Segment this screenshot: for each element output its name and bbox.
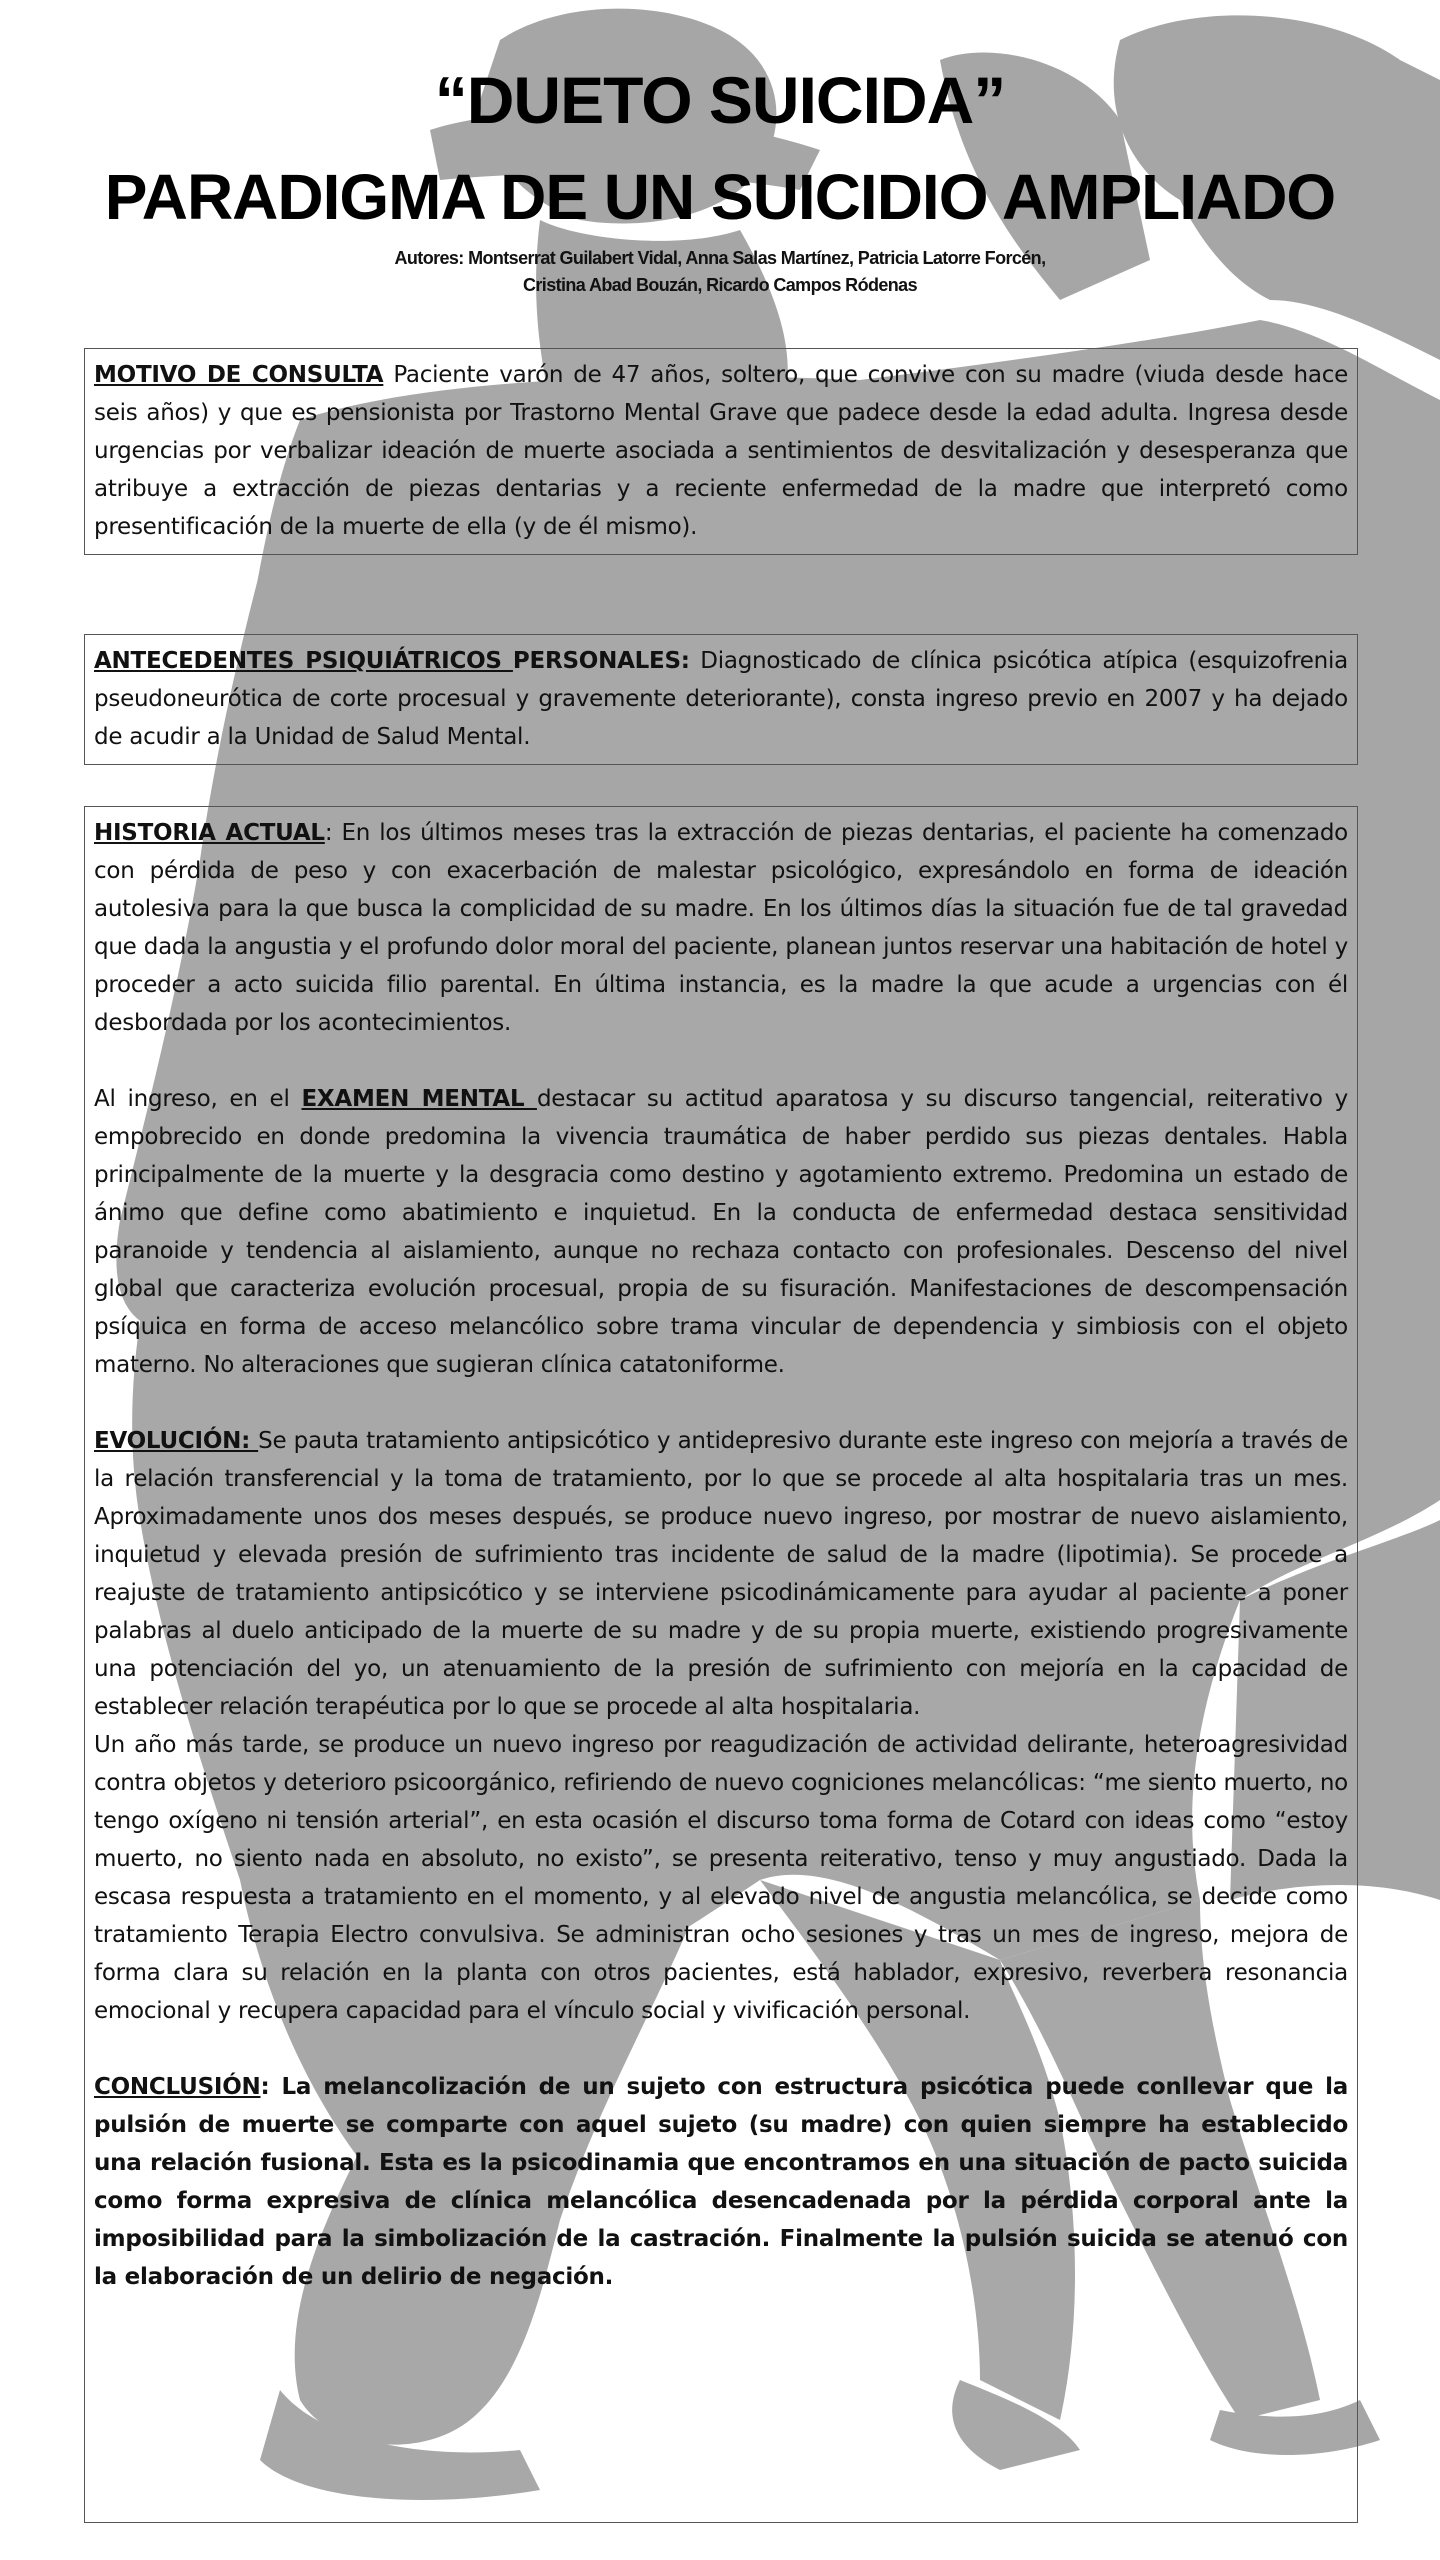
- motivo-consulta-heading: MOTIVO DE CONSULTA: [94, 362, 384, 388]
- evolucion-text: Se pauta tratamiento antipsicótico y antidepresivo durante este ingreso con mejoría a través de la relación transferencial y la toma de tratamiento, por lo que se procede al alta hospitalaria tras un mes. Aproximadamente unos dos meses después, se produce nuevo ingreso, por mostrar de nuevo aislamiento, inquietud y elevada presión de sufrimiento tras incidente de salud de la madre (lipotimia). Se procede a reajuste de tratamiento antipsicótico y se interviene psicodinámicamente para ayudar al paciente a poner palabras al duelo anticipado de la muerte de su madre y de su propia muerte, existiendo progresivamente una potenciación del yo, un atenuamiento de la presión de sufrimiento con mejoría en la capacidad de establecer relación terapéutica por lo que se procede al alta hospitalaria.: [94, 1428, 1348, 1720]
- examen-paragraph: [94, 1080, 1348, 1384]
- antecedentes-text: Diagnosticado de clínica psicótica atípica (esquizofrenia pseudoneurótica de corte procesual y gravemente deteriorante), consta ingreso previo en 2007 y ha dejado de acudir a la Unidad de Salud Mental.: [94, 648, 1348, 750]
- motivo-consulta-paragraph: [94, 356, 1348, 546]
- examen-text: destacar su actitud aparatosa y su discurso tangencial, reiterativo y empobrecido en donde predomina la vivencia traumática de haber perdido sus piezas dentales. Habla principalmente de la muerte y la desgracia como destino y agotamiento extremo. Predomina un estado de ánimo que define como abatimiento e inquietud. En la conducta de enfermedad destaca sensitividad paranoide y tendencia al aislamiento, aunque no rechaza contacto con profesionales. Descenso del nivel global que caracteriza evolución procesual, propia de su fisuración. Manifestaciones de descompensación psíquica en forma de acceso melancólico sobre trama vincular de dependencia y simbiosis con el objeto materno. No alteraciones que sugieran clínica catatoniforme.: [94, 1086, 1348, 1378]
- historia-paragraph: [94, 814, 1348, 1042]
- evolucion-paragraph-2: Un año más tarde, se produce un nuevo ingreso por reagudización de actividad delirante, heteroagresividad contra objetos y deterioro psicoorgánico, refiriendo de nuevo cogniciones melancólicas: “me siento muerto, no tengo oxígeno ni tensión arterial”, en esta ocasión el discurso toma forma de Cotard con ideas como “estoy muerto, no siento nada en absoluto, no existo”, se presenta reiterativo, tenso y muy angustiado. Dada la escasa respuesta a tratamiento en el momento, y al elevado nivel de angustia melancólica, se decide como tratamiento Terapia Electro convulsiva. Se administran ocho sesiones y tras un mes de ingreso, mejora de forma clara su relación en la planta con otros pacientes, está hablador, expresivo, reverbera resonancia emocional y recupera capacidad para el vínculo social y vivificación personal.: [94, 1732, 1348, 2024]
- antecedentes-heading: ANTECEDENTES PSIQUIÁTRICOS: [94, 648, 513, 674]
- authors-line2: Cristina Abad Bouzán, Ricardo Campos Ródenas: [523, 275, 917, 295]
- evolucion-paragraph: [94, 1422, 1348, 1726]
- historia-box: [84, 806, 1358, 2523]
- historia-text: : En los últimos meses tras la extracción de piezas dentarias, el paciente ha comenzado con pérdida de peso y con exacerbación de malestar psicológico, expresándolo en forma de ideación autolesiva para la que busca la complicidad de su madre. En los últimos días la situación fue de tal gravedad que dada la angustia y el profundo dolor moral del paciente, planean juntos reservar una habitación de hotel y proceder a acto suicida filio parental. En última instancia, es la madre la que acude a urgencias con él desbordada por los acontecimientos.: [94, 820, 1348, 1036]
- historia-heading: HISTORIA ACTUAL: [94, 820, 325, 846]
- conclusion-paragraph: [94, 2068, 1348, 2296]
- conclusion-text: : La melancolización de un sujeto con estructura psicótica puede conllevar que la pulsión de muerte se comparte con aquel sujeto (su madre) con quien siempre ha establecido una relación fusional. Esta es la psicodinamia que encontramos en una situación de pacto suicida como forma expresiva de clínica melancólica desencadenada por la pérdida corporal ante la imposibilidad para la simbolización de la castración. Finalmente la pulsión suicida se atenuó con la elaboración de un delirio de negación.: [94, 2074, 1348, 2290]
- motivo-consulta-box: [84, 348, 1358, 555]
- conclusion-heading: CONCLUSIÓN: [94, 2074, 261, 2100]
- poster-title-line2: PARADIGMA DE UN SUICIDIO AMPLIADO: [104, 161, 1336, 233]
- examen-heading: EXAMEN MENTAL: [301, 1086, 537, 1112]
- antecedentes-heading-rest: PERSONALES:: [512, 648, 690, 674]
- antecedentes-box: [84, 634, 1358, 765]
- examen-intro: Al ingreso, en el: [94, 1086, 302, 1112]
- antecedentes-paragraph: [94, 642, 1348, 756]
- evolucion-heading: EVOLUCIÓN:: [94, 1428, 259, 1454]
- authors-line1: Autores: Montserrat Guilabert Vidal, Anna Salas Martínez, Patricia Latorre Forcén,: [394, 248, 1046, 268]
- motivo-consulta-text: Paciente varón de 47 años, soltero, que convive con su madre (viuda desde hace seis años) y que es pensionista por Trastorno Mental Grave que padece desde la edad adulta. Ingresa desde urgencias por verbalizar ideación de muerte asociada a sentimientos de desvitalización y desesperanza que atribuye a extracción de piezas dentarias y a reciente enfermedad de la madre que interpretó como presentificación de la muerte de ella (y de él mismo).: [94, 362, 1348, 540]
- poster-title-line1: “DUETO SUICIDA”: [434, 63, 1006, 137]
